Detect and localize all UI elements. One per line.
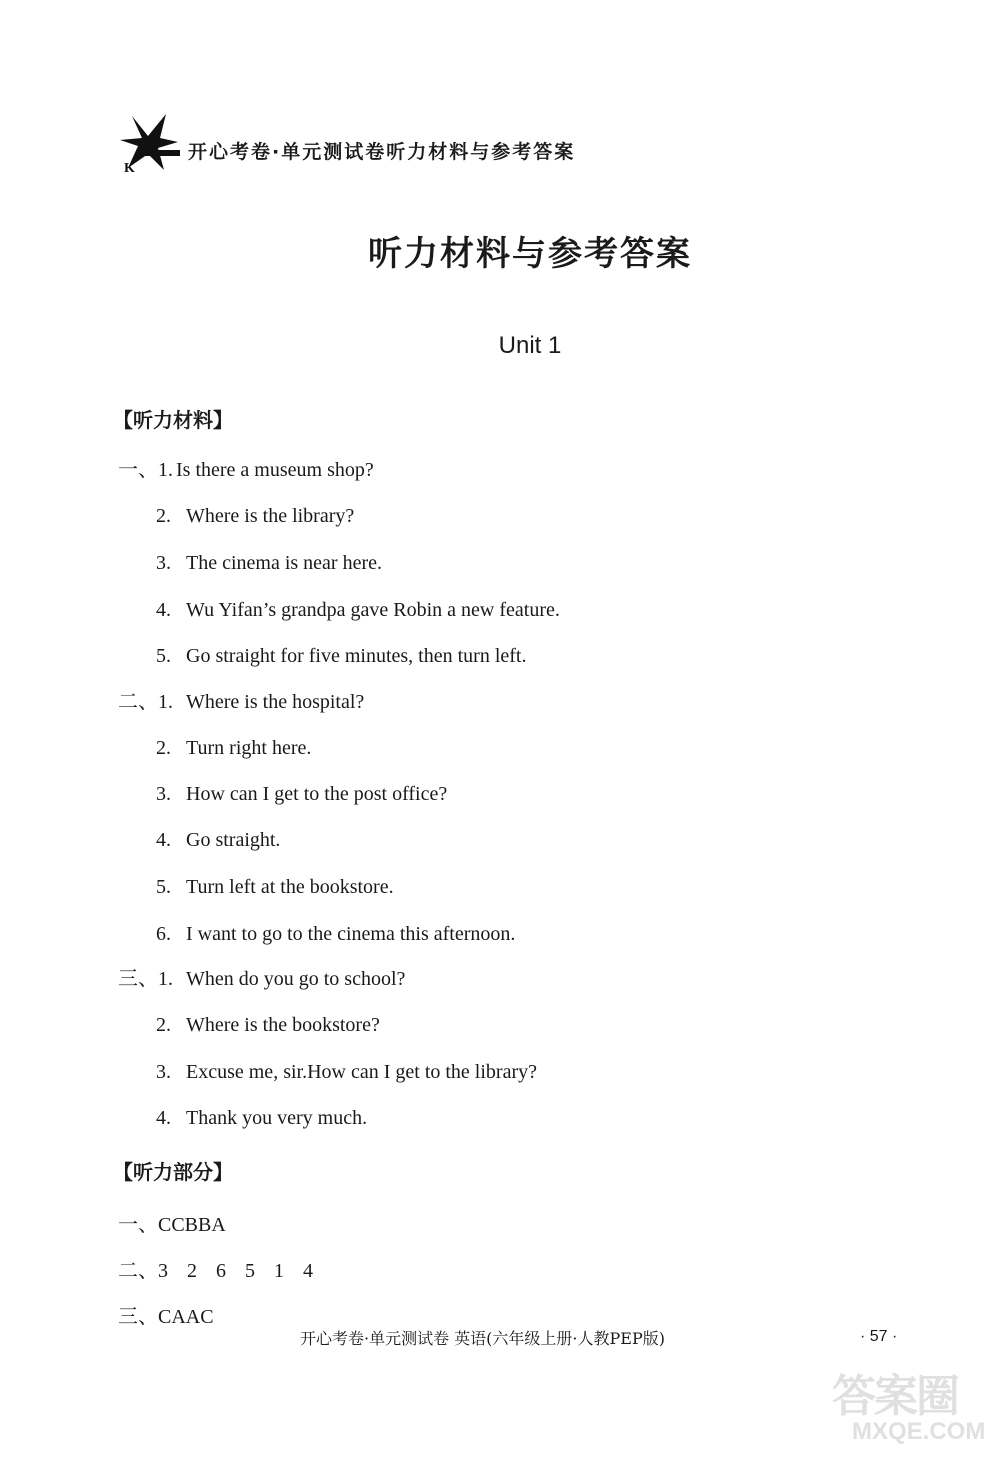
- list-item: 4. Thank you very much.: [156, 1107, 368, 1129]
- list-item: 5. Go straight for five minutes, then turn left.: [156, 645, 527, 667]
- listening-material-heading: 【听力材料】: [113, 408, 233, 432]
- header-title: 开心考卷·单元测试卷听力材料与参考答案: [188, 141, 576, 163]
- page-header: [118, 112, 575, 174]
- svg-text:K: K: [124, 161, 135, 174]
- watermark-cn: 答案圈: [832, 1371, 958, 1422]
- list-item: 一、1. Is there a museum shop?: [118, 459, 374, 481]
- list-item: 5. Turn left at the bookstore.: [156, 876, 394, 898]
- list-item: 4. Go straight.: [156, 829, 281, 851]
- list-item: 2. Where is the bookstore?: [156, 1014, 380, 1036]
- list-item: 三、1. When do you go to school?: [118, 968, 406, 990]
- list-item: 二、1. Where is the hospital?: [118, 691, 365, 713]
- list-item: 2. Turn right here.: [156, 737, 312, 759]
- list-item: 4. Wu Yifan’s grandpa gave Robin a new feature.: [156, 599, 560, 621]
- list-item: 3. Excuse me, sir.How can I get to the library?: [156, 1061, 537, 1083]
- page-footer: 开心考卷·单元测试卷 英语(六年级上册·人教PEP版): [300, 1329, 665, 1348]
- watermark: [832, 1360, 986, 1450]
- logo-star-icon: [118, 112, 186, 174]
- list-item: 2. Where is the library?: [156, 505, 355, 527]
- answer-part3: 三、CAAC: [118, 1306, 214, 1328]
- answers-heading: 【听力部分】: [113, 1160, 233, 1184]
- list-item: 3. The cinema is near here.: [156, 552, 383, 574]
- part-prefix: 二、: [118, 691, 158, 713]
- answer-part1: 一、CCBBA: [118, 1214, 226, 1236]
- page-number: · 57 ·: [860, 1328, 898, 1345]
- part-prefix: 一、: [118, 459, 158, 481]
- page-title: 听力材料与参考答案: [368, 234, 692, 274]
- list-item: 3. How can I get to the post office?: [156, 783, 448, 805]
- part-prefix: 三、: [118, 968, 158, 990]
- answer-part2: 二、3 2 6 5 1 4: [118, 1260, 313, 1282]
- list-item: 6. I want to go to the cinema this afternoon.: [156, 923, 516, 945]
- unit-title: Unit 1: [498, 332, 562, 359]
- watermark-en: MXQE.COM: [852, 1418, 986, 1445]
